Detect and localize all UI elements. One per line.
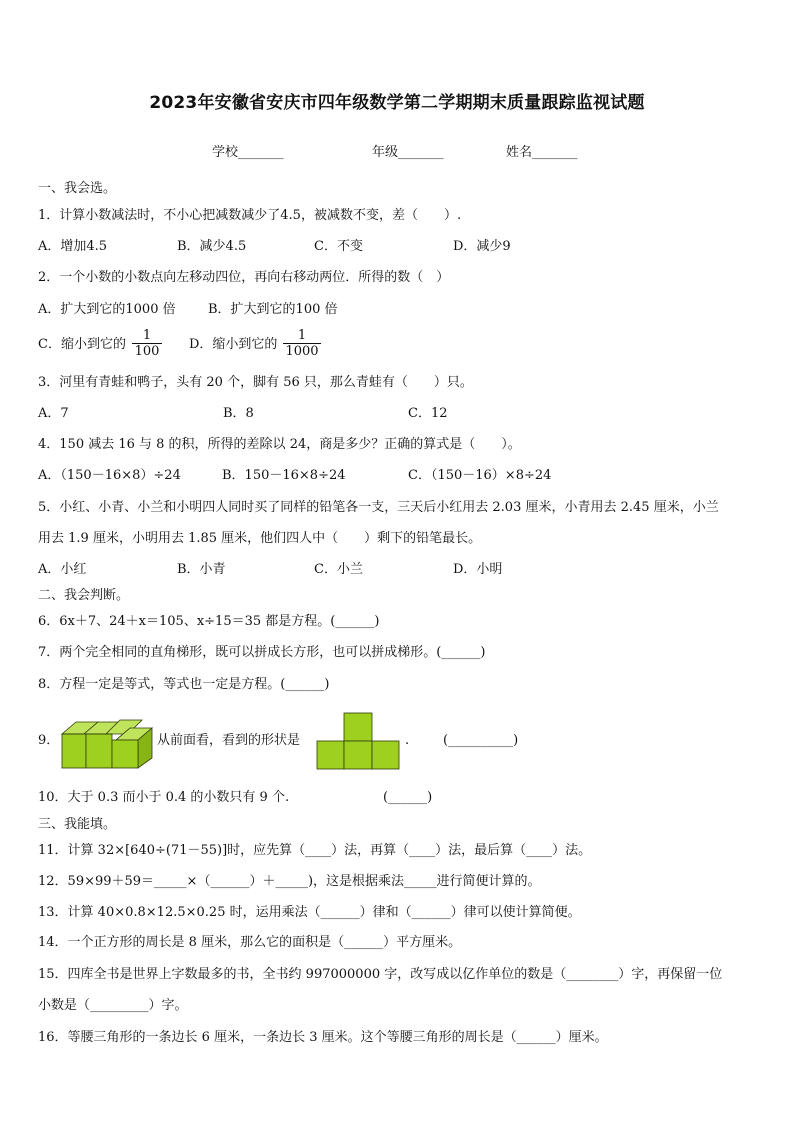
question-7: 7．两个完全相同的直角梯形，既可以拼成长方形，也可以拼成梯形。(______) bbox=[38, 645, 486, 660]
q4-option-b: B．150－16×8÷24 bbox=[222, 468, 346, 483]
question-10: 10．大于 0.3 而小于 0.4 的小数只有 9 个. bbox=[38, 790, 290, 805]
fraction-numerator: 1 bbox=[297, 328, 307, 343]
question-1: 1．计算小数减法时，不小心把减数减少了4.5，被减数不变，差（ ）. bbox=[38, 208, 462, 223]
question-9-text: 从前面看，看到的形状是 bbox=[157, 733, 301, 748]
q4-option-c: C．（150－16）×8÷24 bbox=[408, 468, 552, 483]
question-15-line-1: 15．四库全书是世界上字数最多的书，全书约 997000000 字，改写成以亿作单位的数是（________）字，再保留一位 bbox=[38, 967, 723, 982]
question-6: 6．6x＋7、24＋x＝105、x÷15＝35 都是方程。(______) bbox=[38, 614, 380, 629]
fraction-denominator: 1000 bbox=[285, 344, 319, 359]
question-5-line-2: 用去 1.9 厘米，小明用去 1.85 厘米，他们四人中（ ）剩下的铅笔最长。 bbox=[38, 531, 482, 546]
question-10-answer-blank: (______) bbox=[383, 790, 433, 805]
question-4: 4．150 减去 16 与 8 的积，所得的差除以 24，商是多少？正确的算式是（ ）。 bbox=[38, 437, 521, 452]
question-12: 12．59×99＋59＝_____×（______）＋_____)，这是根据乘法_____进行简便计算的。 bbox=[38, 874, 541, 889]
q3-option-c: C．12 bbox=[408, 406, 448, 421]
cube-stack-figure bbox=[60, 718, 156, 770]
grade-field: 年级_______ bbox=[372, 145, 444, 160]
question-16: 16．等腰三角形的一条边长 6 厘米，一条边长 3 厘米。这个等腰三角形的周长是（______）厘米。 bbox=[38, 1030, 608, 1045]
school-field: 学校_______ bbox=[212, 145, 284, 160]
question-8: 8．方程一定是等式，等式也一定是方程。(______) bbox=[38, 677, 330, 692]
q2-fraction-d bbox=[283, 328, 321, 359]
q1-option-a: A．增加4.5 bbox=[38, 239, 108, 254]
fraction-denominator: 100 bbox=[134, 344, 160, 359]
section-heading-fill: 三、我能填。 bbox=[38, 817, 117, 832]
q5-option-c: C．小兰 bbox=[314, 562, 363, 577]
q2-option-d: D．缩小到它的 bbox=[189, 337, 278, 352]
q5-option-b: B．小青 bbox=[177, 562, 226, 577]
front-view-figure bbox=[316, 712, 400, 770]
question-5-line-1: 5．小红、小青、小兰和小明四人同时买了同样的铅笔各一支，三天后小红用去 2.03 厘米，小青用去 2.45 厘米，小兰 bbox=[38, 500, 719, 515]
q3-option-a: A．7 bbox=[38, 406, 69, 421]
q3-option-b: B．8 bbox=[223, 406, 254, 421]
question-3: 3．河里有青蛙和鸭子，头有 20 个，脚有 56 只，那么青蛙有（ ）只。 bbox=[38, 375, 473, 390]
question-13: 13．计算 40×0.8×12.5×0.25 时，运用乘法（______）律和（______）律可以使计算简便。 bbox=[38, 905, 581, 920]
question-14: 14．一个正方形的周长是 8 厘米，那么它的面积是（______）平方厘米。 bbox=[38, 935, 462, 950]
question-2: 2．一个小数的小数点向左移动四位，再向右移动两位．所得的数（ ） bbox=[38, 270, 450, 285]
question-15-line-2: 小数是（_________）字。 bbox=[38, 998, 188, 1013]
q1-option-b: B．减少4.5 bbox=[177, 239, 247, 254]
q1-option-c: C．不变 bbox=[314, 239, 363, 254]
section-heading-choose: 一、我会选。 bbox=[38, 181, 117, 196]
fraction-numerator: 1 bbox=[142, 328, 152, 343]
q2-fraction-c bbox=[132, 328, 162, 359]
q5-option-a: A．小红 bbox=[38, 562, 87, 577]
q2-option-c: C．缩小到它的 bbox=[38, 337, 126, 352]
question-9-number: 9． bbox=[38, 733, 60, 748]
q4-option-a: A．（150－16×8）÷24 bbox=[38, 468, 181, 483]
q2-option-b: B．扩大到它的100 倍 bbox=[208, 302, 338, 317]
question-11: 11．计算 32×[640÷(71－55)]时，应先算（____）法，再算（____）法，最后算（____）法。 bbox=[38, 843, 592, 858]
q5-option-d: D．小明 bbox=[453, 562, 503, 577]
page-title: 2023年安徽省安庆市四年级数学第二学期期末质量跟踪监视试题 bbox=[149, 93, 645, 113]
q1-option-d: D．减少9 bbox=[453, 239, 511, 254]
q2-option-a: A．扩大到它的1000 倍 bbox=[38, 302, 176, 317]
section-heading-judge: 二、我会判断。 bbox=[38, 588, 130, 603]
name-field: 姓名_______ bbox=[506, 145, 578, 160]
question-9-answer-blank: (__________) bbox=[443, 733, 519, 748]
question-9-period: . bbox=[405, 733, 410, 748]
